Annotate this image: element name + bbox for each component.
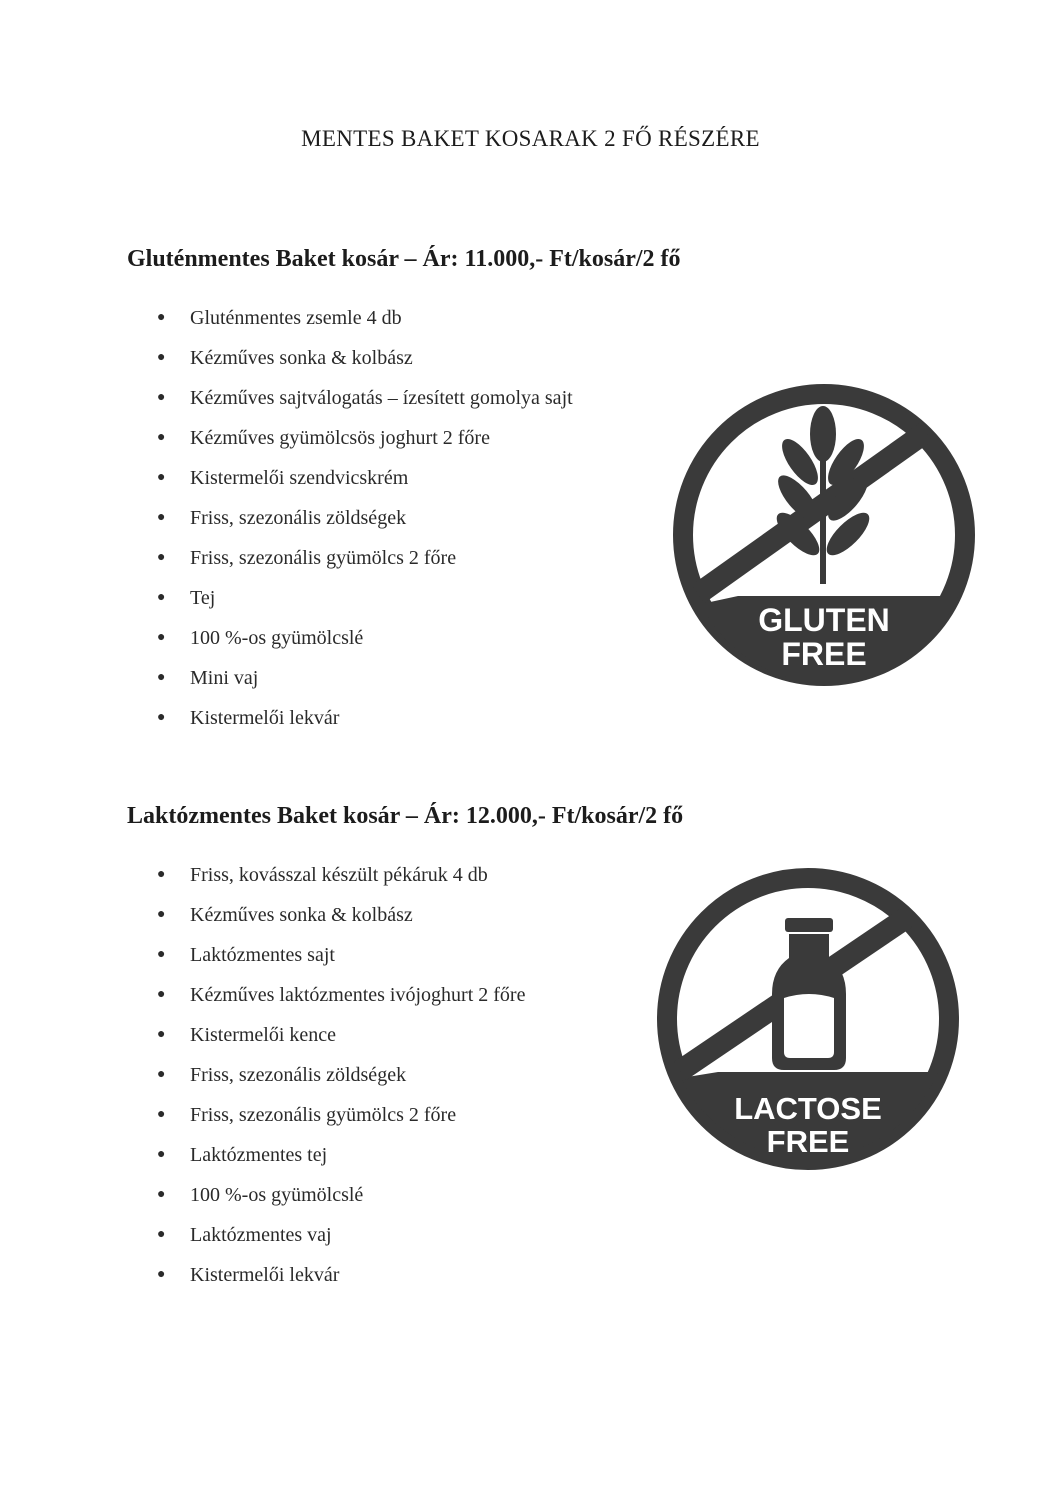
list-item: ● Kézműves sonka & kolbász [157,904,413,926]
badge-text-line2: FREE [781,636,867,672]
list-item: ● Kézműves sonka & kolbász [157,347,413,369]
list-item: ● Mini vaj [157,667,259,689]
bullet-icon: ● [157,867,166,882]
list-item: ● Kistermelői lekvár [157,1264,340,1286]
badge-text-line1: GLUTEN [758,602,890,638]
bullet-icon: ● [157,1107,166,1122]
milk-bottle-icon [772,918,846,1070]
list-item: ● Tej [157,587,216,609]
list-item: ● Kistermelői lekvár [157,707,340,729]
list-item: ● Laktózmentes sajt [157,944,335,966]
list-item: ● 100 %-os gyümölcslé [157,627,364,649]
badge-text-line2: FREE [766,1124,850,1159]
bullet-icon: ● [157,430,166,445]
list-item: ● Friss, szezonális gyümölcs 2 főre [157,1104,457,1126]
list-item: ● Laktózmentes vaj [157,1224,332,1246]
bullet-icon: ● [157,510,166,525]
bullet-icon: ● [157,1147,166,1162]
list-item: ● Friss, kovásszal készült pékáruk 4 db [157,864,488,886]
wheat-icon [770,406,875,584]
bullet-icon: ● [157,1227,166,1242]
bullet-icon: ● [157,630,166,645]
bullet-icon: ● [157,907,166,922]
bullet-icon: ● [157,1027,166,1042]
bullet-icon: ● [157,390,166,405]
badge-text-line1: LACTOSE [734,1091,882,1126]
bullet-icon: ● [157,1267,166,1282]
bullet-icon: ● [157,1187,166,1202]
list-item: ● Kézműves laktózmentes ivójoghurt 2 főre [157,984,526,1006]
list-item: ● Kézműves sajtválogatás – ízesített gomolya sajt [157,387,573,409]
list-item: ● Friss, szezonális gyümölcs 2 főre [157,547,457,569]
list-item: ● 100 %-os gyümölcslé [157,1184,364,1206]
bullet-icon: ● [157,947,166,962]
lactose-free-heading: Laktózmentes Baket kosár – Ár: 12.000,- Ft/kosár/2 fő [127,803,684,829]
gluten-free-heading: Gluténmentes Baket kosár – Ár: 11.000,- Ft/kosár/2 fő [127,246,681,272]
bullet-icon: ● [157,710,166,725]
list-item: ● Kistermelői kence [157,1024,337,1046]
lactose-free-badge [656,866,960,1172]
lactose-free-item-list [155,863,525,1303]
list-item: ● Friss, szezonális zöldségek [157,507,407,529]
bullet-icon: ● [157,1067,166,1082]
bullet-icon: ● [157,470,166,485]
gluten-free-badge [668,384,980,686]
list-item: ● Friss, szezonális zöldségek [157,1064,407,1086]
gluten-free-item-list [155,306,573,746]
bullet-icon: ● [157,550,166,565]
bullet-icon: ● [157,590,166,605]
bullet-icon: ● [157,670,166,685]
bullet-icon: ● [157,310,166,325]
list-item: ● Kézműves gyümölcsös joghurt 2 főre [157,427,490,449]
bullet-icon: ● [157,350,166,365]
list-item: ● Kistermelői szendvicskrém [157,467,409,489]
page-title: MENTES BAKET KOSARAK 2 FŐ RÉSZÉRE [301,126,760,151]
list-item: ● Gluténmentes zsemle 4 db [157,307,402,329]
bullet-icon: ● [157,987,166,1002]
list-item: ● Laktózmentes tej [157,1144,328,1166]
